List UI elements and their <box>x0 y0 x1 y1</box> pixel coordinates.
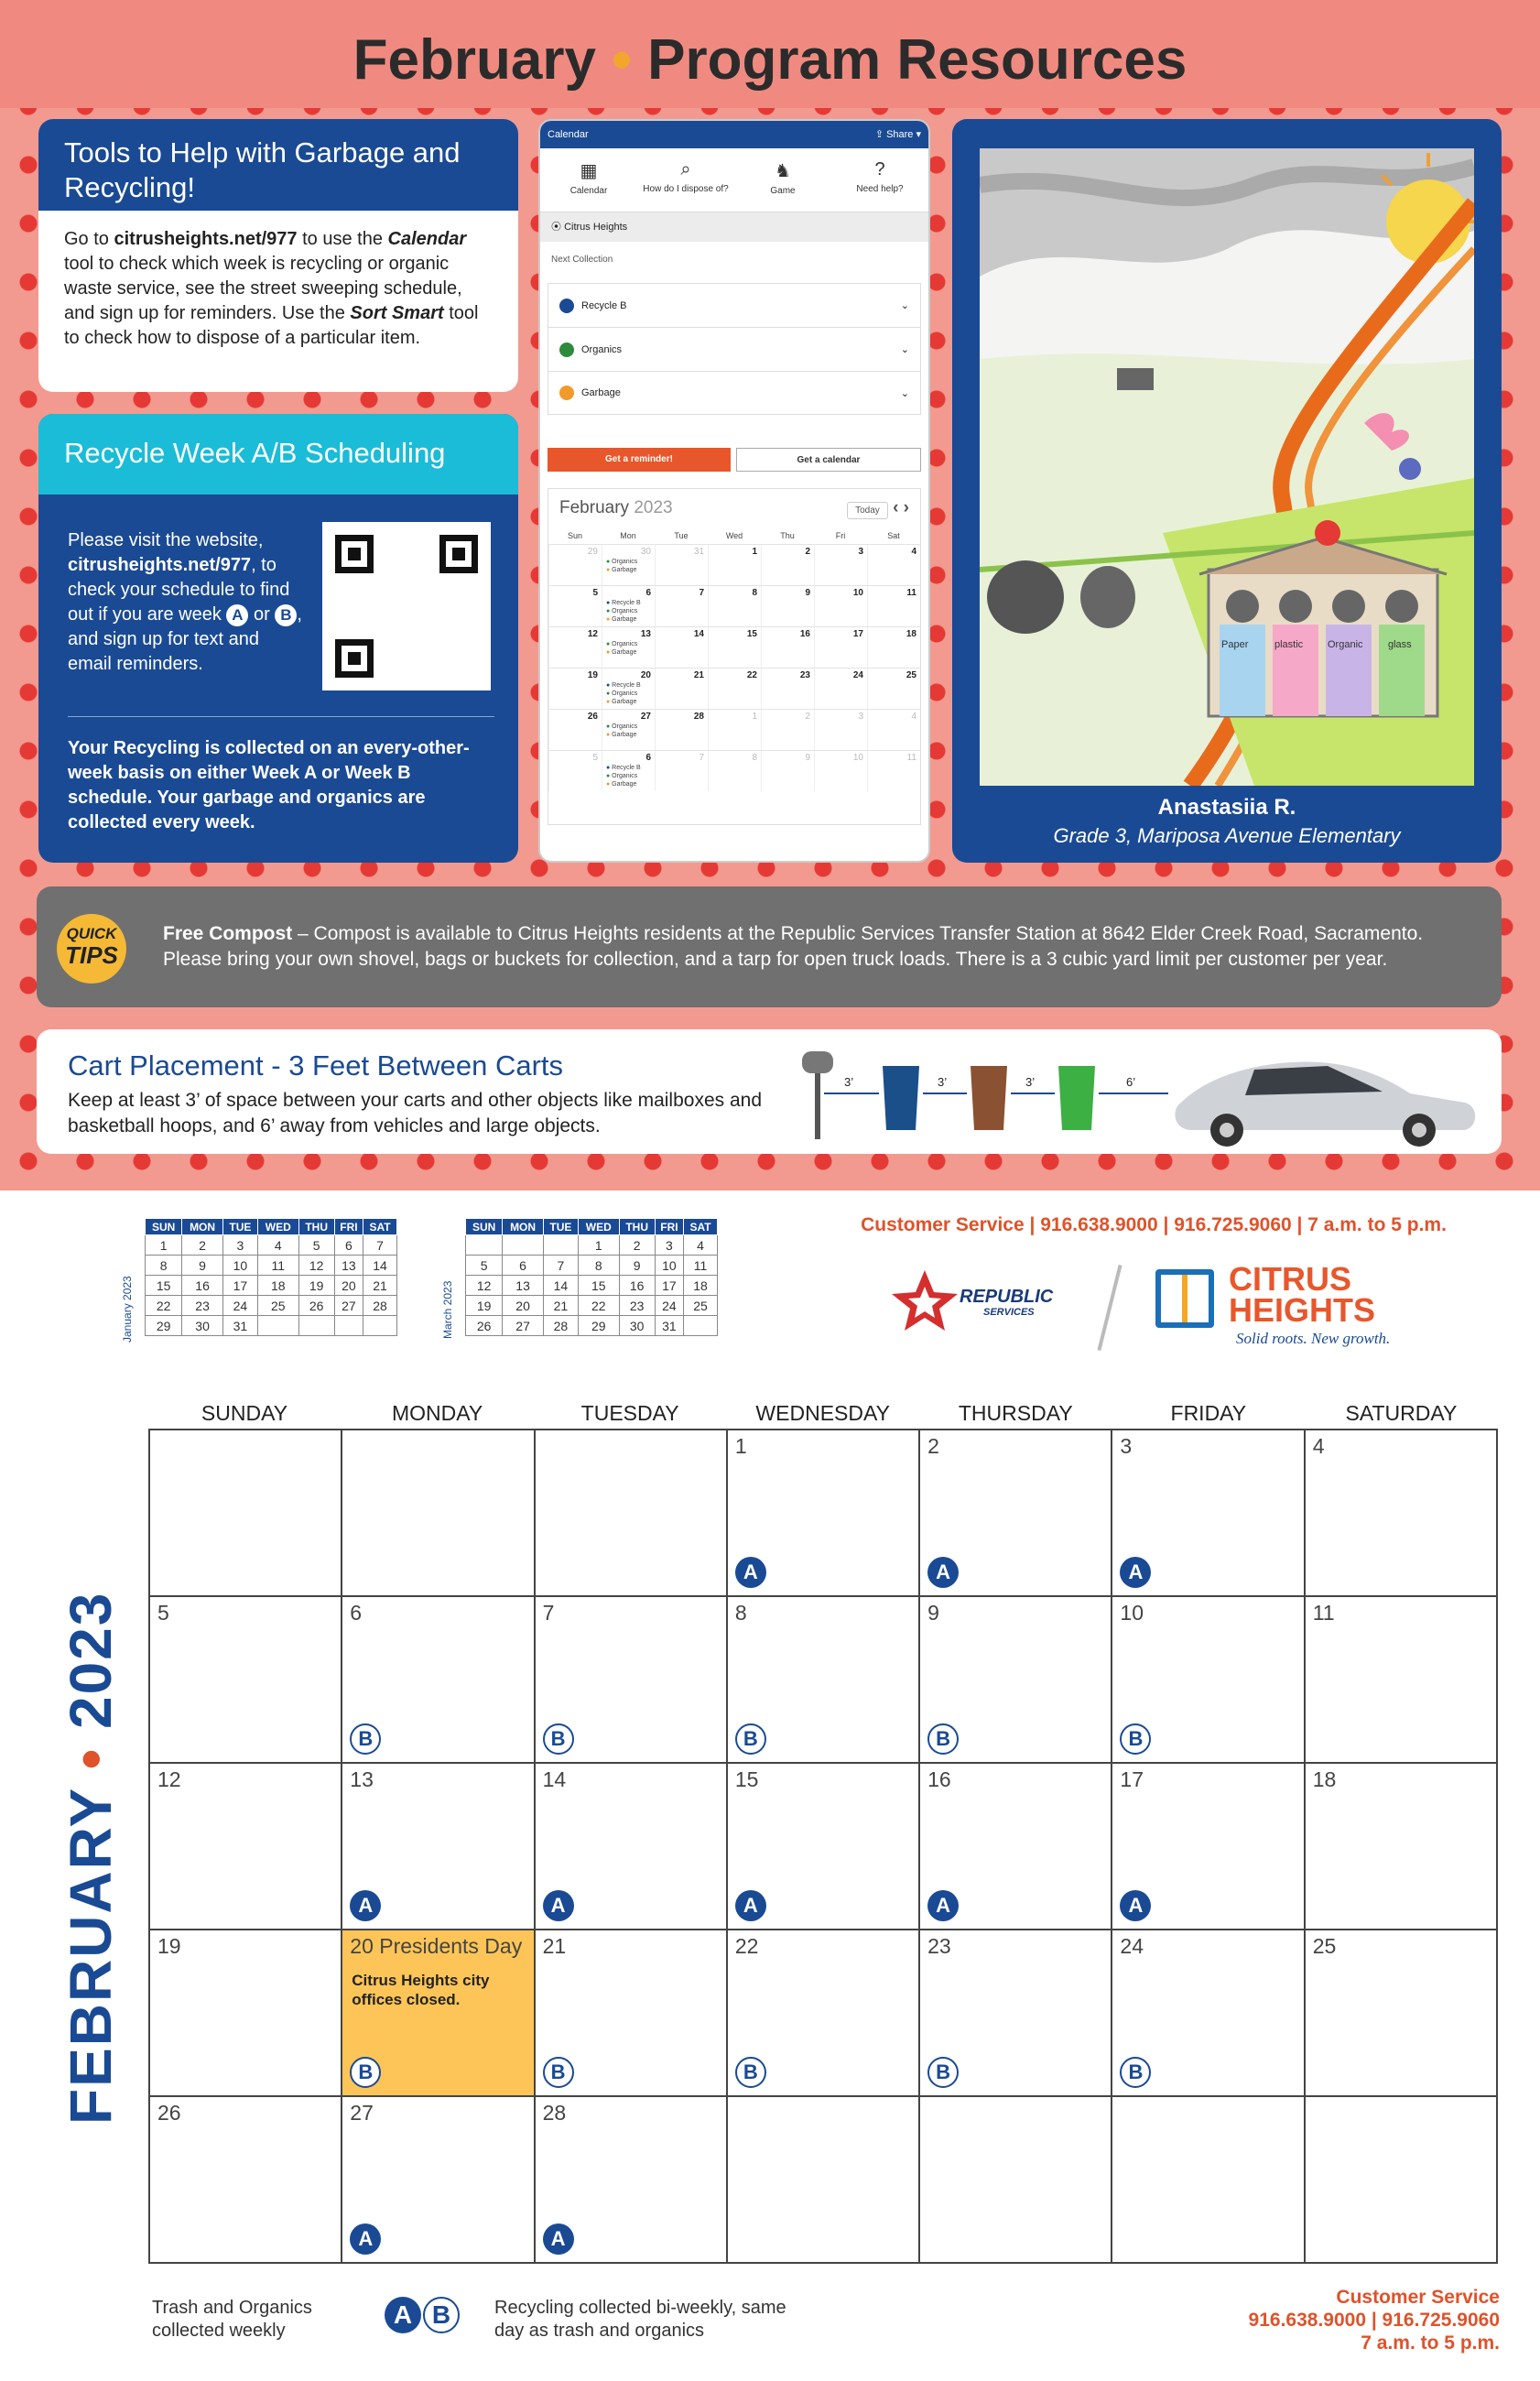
tools-link[interactable]: citrusheights.net/977 <box>114 229 298 249</box>
calendar-day-cell[interactable] <box>1305 1430 1497 1596</box>
mini-day: 3 <box>655 1235 683 1256</box>
calendar-day-cell[interactable] <box>919 2096 1112 2263</box>
gap-label: 3’ <box>1025 1075 1036 1089</box>
calendar-day-cell[interactable] <box>919 1930 1112 2096</box>
app-dow: Thu <box>780 531 795 540</box>
app-nav-icon: ♞ <box>775 161 791 181</box>
week-a-icon: A <box>1120 1890 1151 1921</box>
mini-day: 23 <box>619 1296 655 1316</box>
day-number: 14 <box>542 1767 567 1791</box>
app-day-cell[interactable]: 31 <box>655 544 708 585</box>
week-a-icon: A <box>735 1557 766 1588</box>
calendar-day-cell[interactable] <box>149 1930 342 2096</box>
week-a-icon: A <box>927 1557 959 1588</box>
mini-day: 17 <box>222 1276 257 1296</box>
mini-dow: MON <box>182 1219 222 1235</box>
mini-day: 23 <box>182 1296 222 1316</box>
mini-dow: THU <box>619 1219 655 1235</box>
app-day-cell[interactable]: 30 ● Organics ● Garbage <box>602 544 655 585</box>
day-number: 9 <box>927 1601 939 1625</box>
app-dow: Wed <box>725 531 743 540</box>
holiday-note: Citrus Heights city offices closed. <box>352 1972 490 2008</box>
mini-calendar-january: January 2023 SUN MON TUE WED THU FRI SAT 1 2 3 4 5 6 7 8 9 10 11 12 13 14 15 16 17 18 19 20 21 22 23 24 25 26 27 28 29 30 31 <box>123 1218 407 1336</box>
app-dow: Fri <box>835 531 846 540</box>
prev-month-icon[interactable]: ‹ <box>893 498 899 517</box>
calendar-day-cell[interactable] <box>149 2096 342 2263</box>
page-title: February • Program Resources <box>352 28 1188 92</box>
week-b-icon: B <box>350 2057 381 2088</box>
day-number: 27 <box>350 2101 374 2125</box>
app-day-cell[interactable]: 7 <box>655 750 708 791</box>
app-day-cell[interactable]: 9 <box>761 750 814 791</box>
app-day-cell[interactable]: 18 <box>867 626 920 668</box>
customer-service-bottom: Customer Service 916.638.9000 | 916.725.9060 7 a.m. to 5 p.m. <box>1248 2287 1500 2354</box>
quick-tips-badge: QUICK TIPS <box>57 914 126 984</box>
month-side-title: FEBRUARY • 2023 <box>58 1591 124 2125</box>
app-day-cell[interactable]: 4 <box>867 544 920 585</box>
mini-day: 16 <box>182 1276 222 1296</box>
mini-day: 18 <box>684 1276 718 1296</box>
mini-calendar-march: March 2023 SUN MON TUE WED THU FRI SAT 1 2 3 4 5 6 7 8 9 10 11 12 13 14 15 16 17 18 19 20 21 22 23 24 25 26 27 28 29 30 31 <box>443 1218 727 1336</box>
recycle-link[interactable]: citrusheights.net/977 <box>68 555 252 575</box>
mini-day: 22 <box>579 1296 619 1316</box>
day-number: 19 <box>157 1934 181 1958</box>
week-a-icon: A <box>735 1890 766 1921</box>
app-calendar-grid <box>548 527 920 791</box>
child-drawing <box>980 148 1474 786</box>
app-dow: Sun <box>567 531 582 540</box>
day-number: 12 <box>157 1767 181 1791</box>
mini-day: 27 <box>503 1316 543 1336</box>
calendar-day-cell[interactable] <box>1305 2096 1497 2263</box>
mini-dow: SUN <box>466 1219 503 1235</box>
day-number: 2 <box>927 1434 939 1458</box>
mini-day: 25 <box>258 1296 298 1316</box>
chevron-down-icon: ⌄ <box>900 387 909 399</box>
app-dow: Tue <box>674 531 689 540</box>
recycle-heading: Recycle Week A/B Scheduling <box>38 414 518 495</box>
mini-day: 20 <box>503 1296 543 1316</box>
app-day-cell[interactable]: 15 <box>708 626 761 668</box>
week-b-icon: B <box>735 1723 766 1755</box>
calendar-day-cell[interactable] <box>919 1763 1112 1930</box>
app-screenshot <box>538 119 930 863</box>
calendar-day-cell[interactable] <box>342 1430 534 1596</box>
calendar-day-cell[interactable] <box>1305 1596 1497 1763</box>
weekday-label: FRIDAY <box>1170 1401 1247 1425</box>
calendar-day-cell[interactable] <box>1112 2096 1304 2263</box>
calendar-day-cell[interactable] <box>149 1596 342 1763</box>
mini-day: 29 <box>579 1316 619 1336</box>
cart-placement-card <box>37 1029 1502 1154</box>
app-day-cell[interactable]: 12 <box>548 626 602 668</box>
gap-label: 3’ <box>938 1075 948 1089</box>
mini-day: 14 <box>363 1256 397 1276</box>
calendar-day-cell[interactable] <box>342 1930 534 2096</box>
chevron-down-icon: ⌄ <box>900 344 909 355</box>
tools-text: Go to citrusheights.net/977 to use the Calendar tool to check which week is recycling or organic waste service, see the street sweeping schedule, and sign up for reminders. Use the Sort Smart tool to check how to dispose of a particular item. <box>64 229 479 348</box>
calendar-day-cell[interactable] <box>535 1930 727 2096</box>
mini-day <box>363 1316 397 1336</box>
mini-dow: FRI <box>655 1219 683 1235</box>
mini-day: 29 <box>146 1316 182 1336</box>
legend-trash: Trash and Organics collected weekly <box>152 2298 312 2341</box>
week-a-icon: A <box>543 1890 574 1921</box>
app-day-cell[interactable]: 3 <box>814 709 867 750</box>
calendar-day-cell[interactable] <box>1112 1930 1304 2096</box>
mini-dow: SAT <box>363 1219 397 1235</box>
app-calendar <box>548 488 921 825</box>
mini-dow: WED <box>258 1219 298 1235</box>
app-nav-icon: ? <box>874 159 885 179</box>
artwork-card <box>952 119 1502 863</box>
weekday-label: THURSDAY <box>958 1401 1073 1425</box>
app-day-cell[interactable]: 26 <box>548 709 602 750</box>
mini-day: 19 <box>466 1296 503 1316</box>
mini-day: 2 <box>619 1235 655 1256</box>
app-day-cell[interactable]: 3 <box>814 544 867 585</box>
calendar-day-cell[interactable] <box>727 2096 919 2263</box>
app-day-cell[interactable]: 28 <box>655 709 708 750</box>
day-number: 13 <box>350 1767 374 1791</box>
mini-day: 26 <box>466 1316 503 1336</box>
mini-day: 1 <box>146 1235 182 1256</box>
artist-name: Anastasiia R. <box>1157 795 1296 820</box>
mini-day: 25 <box>684 1296 718 1316</box>
collection-row[interactable]: Recycle B ⌄ <box>548 283 921 327</box>
calendar-day-cell[interactable] <box>919 1596 1112 1763</box>
mini-day: 21 <box>363 1276 397 1296</box>
calendar-day-cell[interactable] <box>919 1430 1112 1596</box>
program-resources-section <box>0 0 1540 1190</box>
tools-card <box>38 119 518 392</box>
mini-day: 11 <box>684 1256 718 1276</box>
app-day-cell[interactable]: 7 <box>655 585 708 626</box>
mini-day: 10 <box>222 1256 257 1276</box>
mini-day: 24 <box>655 1296 683 1316</box>
mini-day: 1 <box>579 1235 619 1256</box>
app-day-cell[interactable]: 14 <box>655 626 708 668</box>
calendar-day-cell[interactable] <box>535 1596 727 1763</box>
day-number: 10 <box>1120 1601 1144 1625</box>
day-number: 23 <box>927 1934 951 1958</box>
week-b-icon: B <box>543 1723 574 1755</box>
app-day-cell[interactable]: 27 ● Organics ● Garbage <box>602 709 655 750</box>
mini-day: 7 <box>543 1256 578 1276</box>
svg-text:Paper: Paper <box>1221 639 1249 650</box>
mini-day: 13 <box>334 1256 363 1276</box>
week-b-icon: B <box>927 2057 959 2088</box>
recycle-week-card <box>38 414 518 863</box>
mini-day: 12 <box>466 1276 503 1296</box>
week-b-icon: B <box>350 1723 381 1755</box>
app-dow: Sat <box>887 531 900 540</box>
calendar-day-cell[interactable] <box>727 1930 919 2096</box>
recycle-text: Please visit the website, citrusheights.net/977, to check your schedule to find out if you are week A or B , and sign up for text and email reminders. <box>68 530 302 674</box>
quick-tips-text: Free Compost – Compost is available to Citrus Heights residents at the Republic Services Transfer Station at 8642 Elder Creek Road, Sacramento. Please bring your own shovel, bags or buckets for collection, and a tarp for open truck loads. There is a 3 cubic yard limit per customer per year. <box>163 923 1424 970</box>
qr-pattern <box>335 535 478 678</box>
mini-day: 10 <box>655 1256 683 1276</box>
logo-divider <box>1097 1265 1122 1351</box>
app-day-cell[interactable]: 5 <box>548 750 602 791</box>
mini-dow: TUE <box>543 1219 578 1235</box>
week-b-icon: B <box>543 2057 574 2088</box>
calendar-day-cell[interactable] <box>149 1763 342 1930</box>
weekday-label: MONDAY <box>391 1401 483 1425</box>
calendar-day-cell[interactable] <box>1305 1763 1497 1930</box>
app-bar: Calendar ⇪ Share ▾ <box>540 121 928 148</box>
day-number: 16 <box>927 1767 951 1791</box>
mini-day: 18 <box>258 1276 298 1296</box>
app-nav-icon: ⌕ <box>680 159 691 179</box>
mini-day: 6 <box>503 1256 543 1276</box>
weekday-label: WEDNESDAY <box>755 1401 890 1425</box>
calendar-day-cell[interactable] <box>727 1596 919 1763</box>
app-day-cell[interactable]: 2 <box>761 544 814 585</box>
svg-text:glass: glass <box>1388 639 1412 650</box>
mini-day: 28 <box>363 1296 397 1316</box>
app-month-label: February 2023 <box>559 498 673 517</box>
day-number: 8 <box>734 1601 747 1625</box>
app-dow: Mon <box>620 531 636 540</box>
mini-day <box>298 1316 334 1336</box>
mini-day: 27 <box>334 1296 363 1316</box>
mini-dow: SAT <box>684 1219 718 1235</box>
day-number: 26 <box>157 2101 181 2125</box>
day-number: 3 <box>1120 1434 1133 1458</box>
day-number: 18 <box>1312 1767 1337 1791</box>
gap-label: 6’ <box>1126 1075 1136 1089</box>
week-a-icon: A <box>543 2223 574 2255</box>
mini-day: 12 <box>298 1256 334 1276</box>
weekday-label: SATURDAY <box>1345 1401 1458 1425</box>
app-day-cell[interactable]: 2 <box>761 709 814 750</box>
recycle-note: Your Recycling is collected on an every-other-week basis on either Week A or Week B schedule. Your garbage and organics are collected every week. <box>68 738 470 832</box>
app-day-cell[interactable]: 4 <box>867 709 920 750</box>
mini-day <box>258 1316 298 1336</box>
app-day-cell[interactable]: 10 <box>814 750 867 791</box>
mini-day: 5 <box>298 1235 334 1256</box>
app-day-cell[interactable]: 25 <box>867 668 920 709</box>
mini-dow: TUE <box>222 1219 257 1235</box>
mini-day: 30 <box>619 1316 655 1336</box>
mini-day: 21 <box>543 1296 578 1316</box>
app-day-cell[interactable]: 8 <box>708 750 761 791</box>
calendar-day-cell[interactable] <box>342 1596 534 1763</box>
citrus-heights-logo: CITRUS HEIGHTS Solid roots. New growth. <box>1155 1264 1430 1355</box>
day-number: 22 <box>734 1934 759 1958</box>
svg-text:Organic: Organic <box>1328 639 1363 650</box>
calendar-day-cell[interactable] <box>535 2096 727 2263</box>
calendar-day-cell[interactable] <box>727 1430 919 1596</box>
calendar-day-cell[interactable] <box>1112 1596 1304 1763</box>
mini-day: 24 <box>222 1296 257 1316</box>
mini-day: 8 <box>579 1256 619 1276</box>
calendar-day-cell[interactable] <box>1305 1930 1497 2096</box>
day-number: 1 <box>734 1434 747 1458</box>
mini-day: 31 <box>222 1316 257 1336</box>
calendar-day-cell[interactable] <box>1112 1763 1304 1930</box>
app-day-cell[interactable]: 6 ● Recycle B ● Organics ● Garbage <box>602 585 655 626</box>
mini-day: 2 <box>182 1235 222 1256</box>
divider <box>68 716 494 717</box>
mini-day: 16 <box>619 1276 655 1296</box>
mini-day: 30 <box>182 1316 222 1336</box>
week-a-icon: A <box>1120 1557 1151 1588</box>
app-day-cell[interactable]: 19 <box>548 668 602 709</box>
mini-day: 14 <box>543 1276 578 1296</box>
february-calendar <box>148 1429 1498 2264</box>
week-b-icon: B <box>927 1723 959 1755</box>
get-reminder-button[interactable]: Get a reminder! <box>548 448 731 472</box>
mini-day: 7 <box>363 1235 397 1256</box>
day-number: 6 <box>350 1601 363 1625</box>
mini-dow: MON <box>503 1219 543 1235</box>
app-day-cell[interactable]: 1 <box>708 544 761 585</box>
quick-tips-bar <box>37 886 1502 1007</box>
app-day-cell[interactable]: 16 <box>761 626 814 668</box>
app-day-cell[interactable]: 11 <box>867 585 920 626</box>
mini-day: 4 <box>258 1235 298 1256</box>
cart-text: Keep at least 3’ of space between your carts and other objects like mailboxes and basketball hoops, and 6’ away from vehicles and large objects. <box>68 1090 762 1136</box>
day-number: 28 <box>542 2101 567 2125</box>
app-day-cell[interactable]: 5 <box>548 585 602 626</box>
week-b-icon: B <box>735 2057 766 2088</box>
app-day-cell[interactable]: 13 ● Organics ● Garbage <box>602 626 655 668</box>
cart-spacing-illustration <box>797 1038 1492 1148</box>
app-day-cell[interactable]: 10 <box>814 585 867 626</box>
cart-heading: Cart Placement - 3 Feet Between Carts <box>68 1049 564 1082</box>
mini-dow: SUN <box>146 1219 182 1235</box>
day-number: 20 Presidents Day <box>350 1934 523 1958</box>
republic-services-logo: REPUBLIC SERVICES <box>888 1268 1090 1332</box>
mini-day: 22 <box>146 1296 182 1316</box>
mini-day: 15 <box>146 1276 182 1296</box>
day-number: 21 <box>542 1934 567 1958</box>
collection-row[interactable]: Organics ⌄ <box>548 327 921 371</box>
next-collection-label: Next Collection <box>551 255 613 265</box>
legend-recycling: Recycling collected bi-weekly, same day as trash and organics <box>494 2298 786 2341</box>
app-nav <box>540 148 928 212</box>
location-bar: ⦿ Citrus Heights <box>540 212 928 242</box>
week-a-icon: A <box>350 2223 381 2255</box>
weekday-label: TUESDAY <box>580 1401 679 1425</box>
mini-day: 28 <box>543 1316 578 1336</box>
calendar-day-cell[interactable] <box>342 1763 534 1930</box>
app-nav-item[interactable]: ? Need help? <box>831 148 928 212</box>
legend-ab-icons: A B <box>385 2297 461 2333</box>
day-number: 11 <box>1312 1601 1335 1625</box>
mini-day: 5 <box>466 1256 503 1276</box>
mini-dow: THU <box>298 1219 334 1235</box>
app-day-cell[interactable]: 1 <box>708 709 761 750</box>
app-day-cell[interactable]: 6 ● Recycle B ● Organics ● Garbage <box>602 750 655 791</box>
chevron-down-icon: ⌄ <box>900 300 909 311</box>
mini-day <box>334 1316 363 1336</box>
app-nav-item[interactable]: ⌕ How do I dispose of? <box>637 148 734 212</box>
mini-day <box>543 1235 578 1256</box>
app-day-cell[interactable]: 24 <box>814 668 867 709</box>
week-a-icon: A <box>927 1890 959 1921</box>
mini-day <box>466 1235 503 1256</box>
calendar-day-cell[interactable] <box>727 1763 919 1930</box>
calendar-day-cell[interactable] <box>535 1763 727 1930</box>
day-number: 15 <box>734 1767 759 1791</box>
app-day-cell[interactable]: 8 <box>708 585 761 626</box>
calendar-day-cell[interactable] <box>149 1430 342 1596</box>
app-day-cell[interactable]: 29 <box>548 544 602 585</box>
mini-day <box>503 1235 543 1256</box>
weekday-label: SUNDAY <box>201 1401 288 1425</box>
mini-day: 15 <box>579 1276 619 1296</box>
get-calendar-button[interactable]: Get a calendar <box>736 448 921 472</box>
share-button[interactable]: ⇪ Share ▾ <box>874 129 921 140</box>
week-b-icon: B <box>1120 1723 1151 1755</box>
mini-dow: FRI <box>334 1219 363 1235</box>
mini-day: 9 <box>619 1256 655 1276</box>
day-number: 4 <box>1312 1434 1325 1458</box>
mini-day: 3 <box>222 1235 257 1256</box>
next-month-icon[interactable]: › <box>903 498 909 517</box>
mini-day: 4 <box>684 1235 718 1256</box>
mini-day: 9 <box>182 1256 222 1276</box>
today-button[interactable]: Today <box>847 502 888 519</box>
mini-day: 13 <box>503 1276 543 1296</box>
mini-day: 11 <box>258 1256 298 1276</box>
app-day-cell[interactable]: 21 <box>655 668 708 709</box>
mini-day: 8 <box>146 1256 182 1276</box>
mini-day: 31 <box>655 1316 683 1336</box>
customer-service-top: Customer Service | 916.638.9000 | 916.725.9060 | 7 a.m. to 5 p.m. <box>861 1214 1447 1235</box>
app-day-cell[interactable]: 22 <box>708 668 761 709</box>
app-day-cell[interactable]: 23 <box>761 668 814 709</box>
app-day-cell[interactable]: 11 <box>867 750 920 791</box>
day-number: 24 <box>1120 1934 1144 1958</box>
app-nav-item[interactable]: ♞ Game <box>734 148 831 212</box>
mini-day: 19 <box>298 1276 334 1296</box>
day-number: 7 <box>542 1601 555 1625</box>
mini-dow: WED <box>579 1219 619 1235</box>
artist-grade: Grade 3, Mariposa Avenue Elementary <box>1053 824 1401 847</box>
qr-code[interactable] <box>322 522 491 690</box>
day-number: 5 <box>157 1601 169 1625</box>
mini-day: 20 <box>334 1276 363 1296</box>
app-day-cell[interactable]: 20 ● Recycle B ● Organics ● Garbage <box>602 668 655 709</box>
citrus-heights-emblem-icon <box>1155 1269 1214 1328</box>
app-day-cell[interactable]: 9 <box>761 585 814 626</box>
collection-row[interactable]: Garbage ⌄ <box>548 371 921 415</box>
mini-day: 6 <box>334 1235 363 1256</box>
mini-day: 26 <box>298 1296 334 1316</box>
day-number: 17 <box>1120 1767 1144 1791</box>
calendar-day-cell[interactable] <box>342 2096 534 2263</box>
app-day-cell[interactable]: 17 <box>814 626 867 668</box>
app-nav-item[interactable]: ▦ Calendar <box>540 148 637 212</box>
calendar-day-cell[interactable] <box>1112 1430 1304 1596</box>
svg-text:plastic: plastic <box>1274 639 1304 650</box>
week-a-icon: A <box>350 1890 381 1921</box>
day-number: 25 <box>1312 1934 1337 1958</box>
mini-day: 17 <box>655 1276 683 1296</box>
calendar-day-cell[interactable] <box>535 1430 727 1596</box>
tools-heading: Tools to Help with Garbage and Recycling! <box>38 119 518 211</box>
week-b-icon: B <box>1120 2057 1151 2088</box>
mini-day <box>684 1316 718 1336</box>
gap-label: 3’ <box>844 1075 854 1089</box>
app-nav-icon: ▦ <box>580 161 598 181</box>
